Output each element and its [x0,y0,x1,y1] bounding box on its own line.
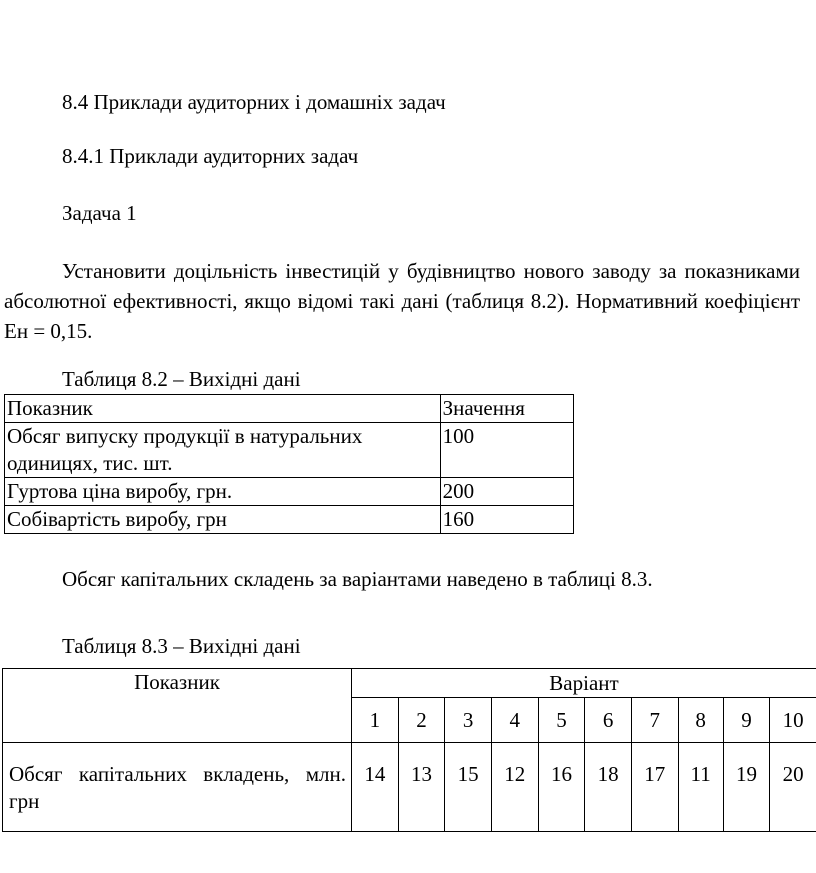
row-value-cell: 15 [445,743,492,832]
task-paragraph: Установити доцільність інвестицій у будівництво нового заводу за показниками абсолютної ефективності, якщо відомі такі дані (таблиця 8.2). Нормативний коефіцієнт Ен = 0,15. [4,259,800,343]
row-value-cell: 19 [723,743,770,832]
row-value-cell: 13 [398,743,445,832]
table-8-3-caption: Таблиця 8.3 – Вихідні дані [62,634,301,658]
row-label-cell: Обсяг капітальних вкладень, млн. грн [3,743,352,832]
section-heading: 8.4 Приклади аудиторних і домашніх задач [62,90,446,114]
task-heading: Задача 1 [62,201,137,225]
table-8-2 [4,394,574,534]
table-row [5,423,574,478]
row-value-cell: 160 [440,506,573,534]
subsection-heading: 8.4.1 Приклади аудиторних задач [62,144,359,168]
variant-number-cell: 8 [678,698,723,743]
variant-number-cell: 6 [585,698,632,743]
row-value-cell: 17 [631,743,678,832]
table-8-3 [2,668,816,832]
table-row [5,506,574,534]
table-header-row [5,395,574,423]
row-value-cell: 16 [538,743,585,832]
row-label-cell: Собівартість виробу, грн [5,506,441,534]
variant-number-cell: 7 [631,698,678,743]
variant-number-cell: 5 [538,698,585,743]
header-cell-indicator: Показник [5,395,441,423]
header-cell-indicator: Показник [3,669,352,743]
variant-number-cell: 1 [352,698,399,743]
row-value-cell: 100 [440,423,573,478]
variant-number-cell: 9 [723,698,770,743]
row-value-cell: 200 [440,478,573,506]
row-value-cell: 18 [585,743,632,832]
header-cell-value: Значення [440,395,573,423]
row-value-cell: 12 [491,743,538,832]
table-row [5,478,574,506]
variant-number-cell: 2 [398,698,445,743]
row-value-cell: 20 [770,743,816,832]
table-8-2-caption: Таблиця 8.2 – Вихідні дані [62,367,301,391]
table-row [3,743,816,832]
header-cell-variant: Варіант [352,669,816,698]
row-label-cell: Гуртова ціна виробу, грн. [5,478,441,506]
table-header-row [3,669,816,698]
row-value-cell: 14 [352,743,399,832]
row-label-cell: Обсяг випуску продукції в натуральних одиницях, тис. шт. [5,423,441,478]
row-value-cell: 11 [678,743,723,832]
variant-number-cell: 10 [770,698,816,743]
between-tables-text: Обсяг капітальних складень за варіантами наведено в таблиці 8.3. [62,567,653,591]
variant-number-cell: 3 [445,698,492,743]
variant-number-cell: 4 [491,698,538,743]
